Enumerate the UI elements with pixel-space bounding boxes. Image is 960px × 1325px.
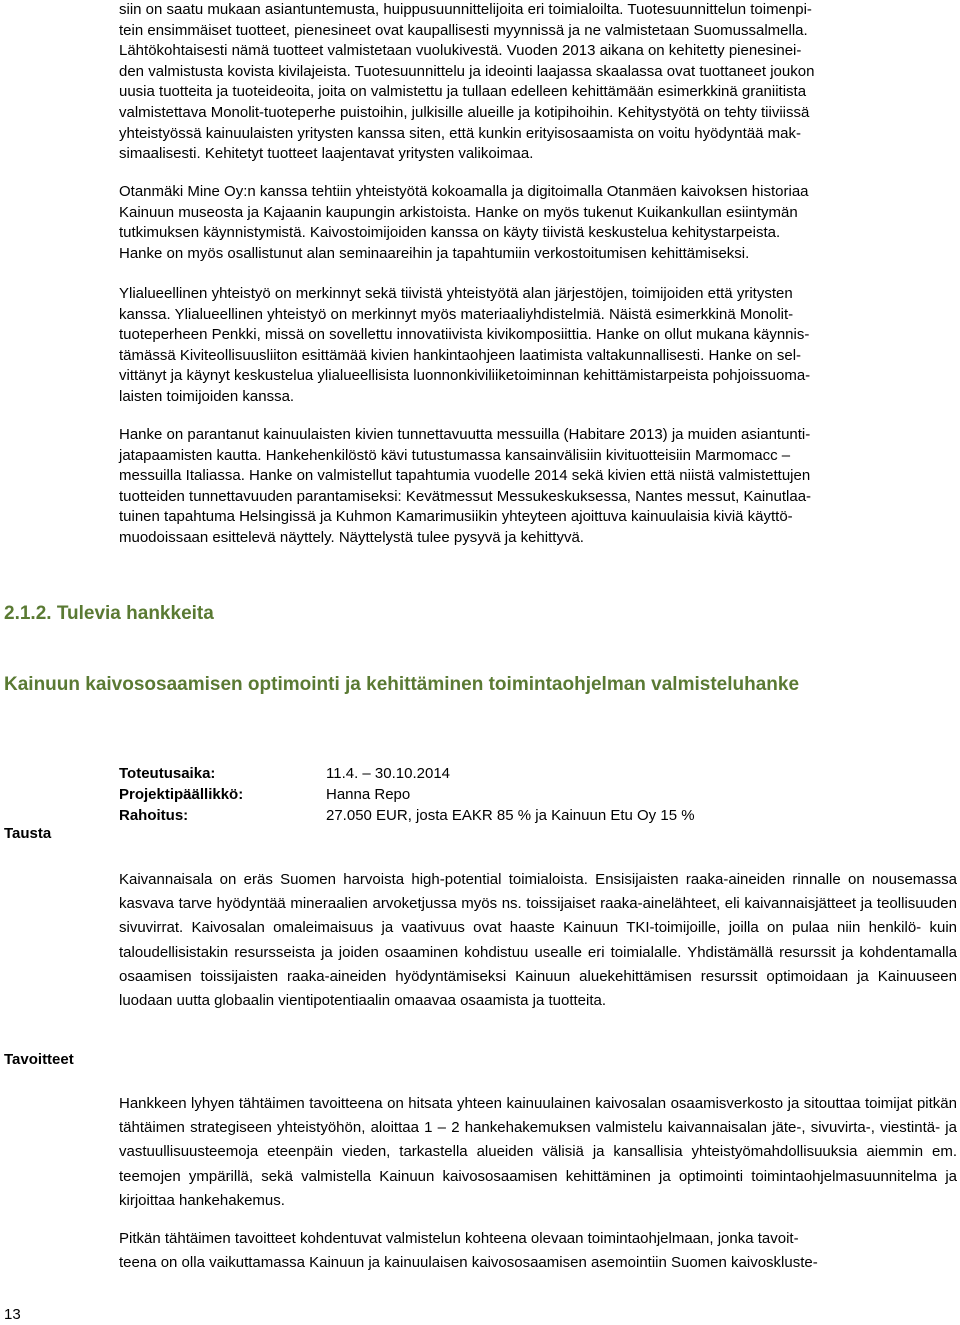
project-info <box>119 763 695 826</box>
info-value: 27.050 EUR, josta EAKR 85 % ja Kainuun Etu Oy 15 % <box>326 807 695 824</box>
page-number: 13 <box>4 1306 21 1323</box>
text-line: teena on olla vaikuttamassa Kainuun ja kainuulaisen kaivososaamisen asemointiin Suomen kaivoskluste- <box>119 1254 818 1272</box>
text-line: tuinen tapahtuma Helsingissä ja Kuhmon Kamarimusiikin yhteyteen ajoittuva kainuulaisia kiviä käyttö- <box>119 508 793 526</box>
text-line: Otanmäki Mine Oy:n kanssa tehtiin yhteistyötä kokoamalla ja digitoimalla Otanmäen kaivoksen historiaa <box>119 183 809 200</box>
text-line: messuilla Italiassa. Hanke on valmistellut tapahtumia vuodelle 2014 sekä kivien että niistä valmistettujen <box>119 467 811 485</box>
text-line: Ylialueellinen yhteistyö on merkinnyt sekä tiivistä yhteistyötä alan järjestöjen, toimijoiden että yritysten <box>119 285 793 302</box>
paragraph-ylialueellinen <box>119 284 957 408</box>
paragraph-tavoitteet-2 <box>119 1227 957 1275</box>
text-line: Hanke on myös osallistunut alan seminaareihin ja tapahtumiin verkostoitumisen kehittämiseksi. <box>119 244 750 262</box>
text-line: simaalisesti. Kehitetyt tuotteet laajentavat yritysten valikoimaa. <box>119 145 534 163</box>
info-row-toteutusaika <box>119 763 695 784</box>
label-tausta: Tausta <box>4 825 52 842</box>
text-line: tuoteperheen Penkki, missä on sovellettu innovatiivista kivikomposiittia. Hanke on ollut mukana käynnis- <box>119 326 810 344</box>
info-row-rahoitus <box>119 805 695 826</box>
text-line: muodoissaan esittelevä näyttely. Näyttelystä tulee pysyvä ja kehittyvä. <box>119 528 584 546</box>
text-line: den valmistusta kovista kivilajeista. Tuotesuunnittelu ja ideointi laajassa skaalassa ovat tuottaneet joukon <box>119 62 815 80</box>
info-key: Toteutusaika: <box>119 765 216 782</box>
paragraph-tavoitteet-1: Hankkeen lyhyen tähtäimen tavoitteena on hitsata yhteen kainuulainen kaivosalan osaamisverkosto ja sitouttaa toimijat pitkän tähtäimen strategiseen yhteistyöhön, aloittaa 1 – 2 hankehakemuksen valmistelu kaivannaisalan jäte-, sivuvirta-, viestintä- ja vastuullisuusteemoja eteenpäin vieden, tarkastella alueiden välisiä ja kansallisia yhteistyömahdollisuuksia aiemmin em. teemojen ympärillä, sekä valmistella Kainuun kaivososaamisen kehittäminen ja optimointi toimintaohjelmasuunnitelma ja kirjoittaa hankehakemus. <box>119 1095 957 1209</box>
paragraph-tunnettavuus <box>119 425 957 549</box>
info-key: Projektipäällikkö: <box>119 786 244 803</box>
info-value: Hanna Repo <box>326 786 411 803</box>
text-line: Pitkän tähtäimen tavoitteet kohdentuvat valmistelun kohteena olevaan toimintaohjelmaan, jonka tavoit- <box>119 1230 799 1247</box>
text-line: yhteistyössä kainuulaisten yritysten kanssa siten, että kunkin erityisosaamista on voitu hyödyntää mak- <box>119 124 802 142</box>
text-line: vittänyt ja käynyt keskustelua ylialueellisista luonnonkiviliiketoiminnan kehittämistarpeista pohjoissuoma- <box>119 367 811 385</box>
continued-paragraph <box>119 0 957 165</box>
paragraph-tausta: Kaivannaisala on eräs Suomen harvoista high-potential toimialoista. Ensisijaisten raaka-aineiden rinnalle on nousemassa kasvava tarve hyödyntää mineraalien arvoketjussa myös ns. toissijaiset raaka-ainelähteet, eli kaivannaisjätteet ja teollisuuden sivuvirrat. Kaivosalan omaleimaisuus ja vaativuus ovat haaste Kainuun TKI-toimijoille, joilla on pulaa niin henkilö- kuin taloudellisistakin resursseista ja joiden osaaminen kohdistuu usealle eri toimialalle. Yhdistämällä resurssit ja kohdentamalla osaamisen toissijaisten raaka-aineiden hyödyntämiseksi Kainuun aluekehittämisen resurssit optimoidaan ja Kainuuseen luodaan uutta globaalin vientipotentiaalin omaavaa osaamista ja tuotteita. <box>119 871 957 1010</box>
text-line: tuotteiden tunnettavuuden parantamiseksi: Kevätmessut Messukeskuksessa, Nantes messut, Kainutlaa- <box>119 487 812 505</box>
paragraph-otanmaki <box>119 182 957 264</box>
text-line: tein ensimmäiset tuotteet, pienesineet ovat kaupallisesti myynnissä ja ne valmistetaan Suomussalmella. <box>119 21 808 39</box>
text-line: Hanke on parantanut kainuulaisten kivien tunnettavuutta messuilla (Habitare 2013) ja muiden asiantunti- <box>119 426 811 443</box>
info-row-projektipaallikko <box>119 784 695 805</box>
label-tavoitteet: Tavoitteet <box>4 1051 74 1068</box>
info-value: 11.4. – 30.10.2014 <box>326 765 450 782</box>
info-key: Rahoitus: <box>119 807 189 824</box>
project-title: Kainuun kaivososaamisen optimointi ja kehittäminen toimintaohjelman valmisteluhanke <box>4 674 800 695</box>
text-line: Kainuun museosta ja Kajaanin kaupungin arkistoista. Hanke on myös tukenut Kuikankullan esiintymän <box>119 203 798 221</box>
text-line: Lähtökohtaisesti nämä tuotteet valmistetaan vuolukivestä. Vuoden 2013 aikana on kehitetty pienesinei- <box>119 42 802 60</box>
text-line: tutkimuksen käynnistymistä. Kaivostoimijoiden kanssa on käyty tiivistä keskustelua kehitystarpeista. <box>119 224 781 242</box>
text-line: tämässä Kiviteollisuusliiton esittämää kivien hankintaohjeen laatimista valtakunnallisesti. Hanke on sel- <box>119 346 802 364</box>
text-line: laisten toimijoiden kanssa. <box>119 387 295 405</box>
text-line: kanssa. Ylialueellinen yhteistyö on merkinnyt myös materiaaliyhdistelmiä. Näistä esimerkkinä Monolit- <box>119 305 794 323</box>
text-line: uusia tuotteita ja tuoteideoita, joita on valmistettu ja tullaan edelleen kehittämään esimerkkinä graniitista <box>119 83 807 101</box>
text-line: valmistettava Monolit-tuoteperhe puistoihin, julkisille alueille ja kotipihoihin. Kehitystyötä on tehty tiiviissä <box>119 103 810 121</box>
text-line: siin on saatu mukaan asiantuntemusta, huippusuunnittelijoita eri toimialoilta. Tuotesuunnittelun toimenpi- <box>119 1 812 18</box>
text-line: jatapaamisten kautta. Hankehenkilöstö kävi tutustumassa kansainvälisiin kivituotteisiin Marmomacc – <box>119 446 791 464</box>
section-heading: 2.1.2. Tulevia hankkeita <box>4 603 214 624</box>
